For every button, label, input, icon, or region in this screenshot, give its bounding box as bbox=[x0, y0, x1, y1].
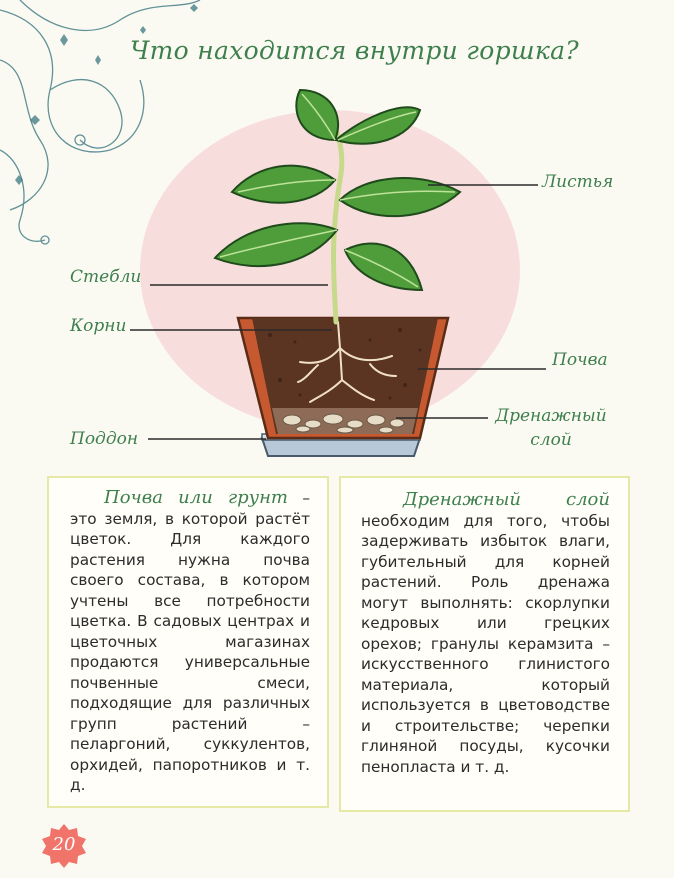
label-stems: Стебли bbox=[70, 267, 142, 287]
page-number: 20 bbox=[52, 834, 76, 855]
soil-card-body: – это земля, в которой растёт цветок. Для каждого растения нужна почва своего состава, в котором учтены все потребности цветка. В садовых центрах и цветочных магазинах продаются универсальные почвенные смеси, подходящие для различных групп растений – пеларгоний, суккулентов, орхидей, папоротников и т. д. bbox=[70, 489, 311, 794]
label-soil: Почва bbox=[552, 350, 608, 370]
label-tray: Поддон bbox=[70, 429, 139, 449]
drainage-info-card bbox=[339, 476, 630, 812]
page-title: Что находится внутри горшка? bbox=[130, 36, 579, 65]
soil-card-heading: Почва или грунт bbox=[104, 487, 288, 508]
label-drainage-layer: Дренажный слой bbox=[495, 406, 607, 450]
label-leaves: Листья bbox=[542, 172, 614, 192]
label-roots: Корни bbox=[70, 316, 127, 336]
drainage-card-body: необходим для того, чтобы задерживать избыток влаги, губительный для корней растений. Роль дренажа могут выполнять: скорлупки кедровых или грецких орехов; гранулы керамзита – искусственного глинистого материала, который используется в цветоводстве и строительстве; черепки глиняной посуды, кусочки пенопласта и т. д. bbox=[361, 511, 610, 776]
drainage-card-heading: Дренажный слой bbox=[403, 489, 610, 510]
soil-info-card bbox=[47, 476, 329, 808]
pot-illustration bbox=[238, 318, 448, 438]
